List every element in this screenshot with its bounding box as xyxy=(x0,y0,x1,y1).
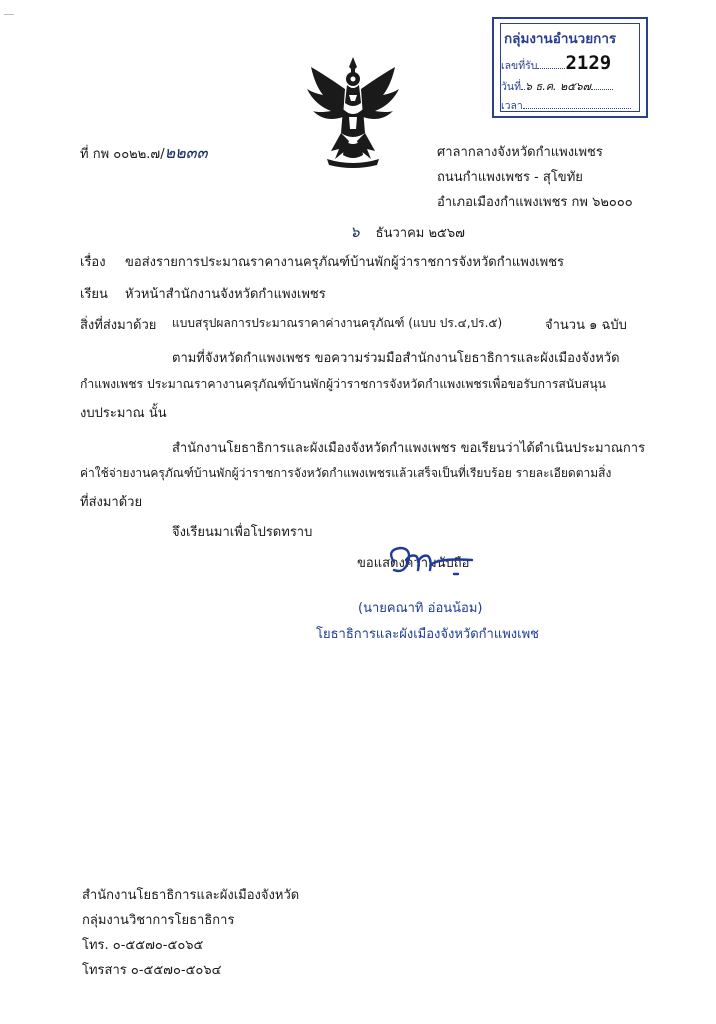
footer-office: สำนักงานโยธาธิการและผังเมืองจังหวัด xyxy=(82,888,300,903)
footer-division: กลุ่มงานวิชาการโยธาธิการ xyxy=(82,913,235,928)
enclosure-label: สิ่งที่ส่งมาด้วย xyxy=(80,318,157,333)
signer-title: โยธาธิการและผังเมืองจังหวัดกำแพงเพช xyxy=(316,627,539,642)
paragraph1-line1: ตามที่จังหวัดกำแพงเพชร ขอความร่วมมือสำนักงานโยธาธิการและผังเมืองจังหวัด xyxy=(172,351,620,366)
receiving-stamp xyxy=(492,17,648,118)
stamp-time-label: เวลา xyxy=(501,100,523,112)
subject-label: เรื่อง xyxy=(80,255,106,270)
subject-text: ขอส่งรายการประมาณราคางานครุภัณฑ์บ้านพักผู้ว่าราชการจังหวัดกำแพงเพชร xyxy=(125,255,565,270)
paragraph1-line3: งบประมาณ นั้น xyxy=(80,406,167,421)
recipient-label: เรียน xyxy=(80,287,108,302)
stamp-date-value: ๖ ธ.ค. ๒๕๖๗ xyxy=(525,80,591,93)
stamp-title: กลุ่มงานอำนวยการ xyxy=(504,31,617,47)
stamp-receipt-label: เลขที่รับ xyxy=(501,60,538,72)
handwritten-signature xyxy=(380,540,490,588)
stamp-receipt-row xyxy=(501,52,611,74)
reference-number xyxy=(80,141,208,166)
paragraph2-line1: สำนักงานโยธาธิการและผังเมืองจังหวัดกำแพงเพชร ขอเรียนว่าได้ดำเนินประมาณการ xyxy=(172,441,646,456)
regards-text: ขอแสดงความนับถือ xyxy=(357,556,470,571)
paragraph2-line3: ที่ส่งมาด้วย xyxy=(80,495,143,510)
footer-fax: โทรสาร ๐-๕๕๗๐-๕๐๖๔ xyxy=(82,963,222,978)
reference-number-printed: ที่ กพ ๐๐๒๒.๗/ xyxy=(80,147,165,162)
stamp-date-label: วันที่ xyxy=(501,81,521,93)
sender-address-line3: อำเภอเมืองกำแพงเพชร กพ ๖๒๐๐๐ xyxy=(437,195,633,210)
footer-phone: โทร. ๐-๕๕๗๐-๕๐๖๕ xyxy=(82,938,204,953)
closing-text: จึงเรียนมาเพื่อโปรดทราบ xyxy=(172,525,313,540)
letter-date-day: ๖ xyxy=(350,223,360,241)
reference-number-handwritten: ๒๒๓๓ xyxy=(164,143,208,162)
stamp-date-row xyxy=(501,77,613,95)
sender-address-line2: ถนนกำแพงเพชร - สุโขทัย xyxy=(437,170,583,185)
recipient-text: หัวหน้าสำนักงานจังหวัดกำแพงเพชร xyxy=(125,287,326,302)
garuda-emblem xyxy=(305,55,401,170)
enclosure-count: จำนวน ๑ ฉบับ xyxy=(545,318,627,333)
stamp-receipt-value: 2129 xyxy=(565,52,612,74)
letter-date-month-year: ธันวาคม ๒๕๖๗ xyxy=(375,226,465,241)
enclosure-text: แบบสรุปผลการประมาณราคาค่างานครุภัณฑ์ (แบบ ปร.๔,ปร.๕) xyxy=(172,316,503,330)
letter-date xyxy=(350,220,465,244)
scan-mark xyxy=(4,14,14,15)
paragraph1-line2: กำแพงเพชร ประมาณราคางานครุภัณฑ์บ้านพักผู้ว่าราชการจังหวัดกำแพงเพชรเพื่อขอรับการสนับสนุน xyxy=(80,377,607,391)
paragraph2-line2: ค่าใช้จ่ายงานครุภัณฑ์บ้านพักผู้ว่าราชการจังหวัดกำแพงเพชรแล้วเสร็จเป็นที่เรียบร้อย รายละเอียดตามสิ่ง xyxy=(80,466,612,480)
sender-address-line1: ศาลากลางจังหวัดกำแพงเพชร xyxy=(437,145,603,160)
stamp-time-row xyxy=(501,97,631,114)
signer-name: (นายคณาทิ อ่อนน้อม) xyxy=(358,601,483,616)
